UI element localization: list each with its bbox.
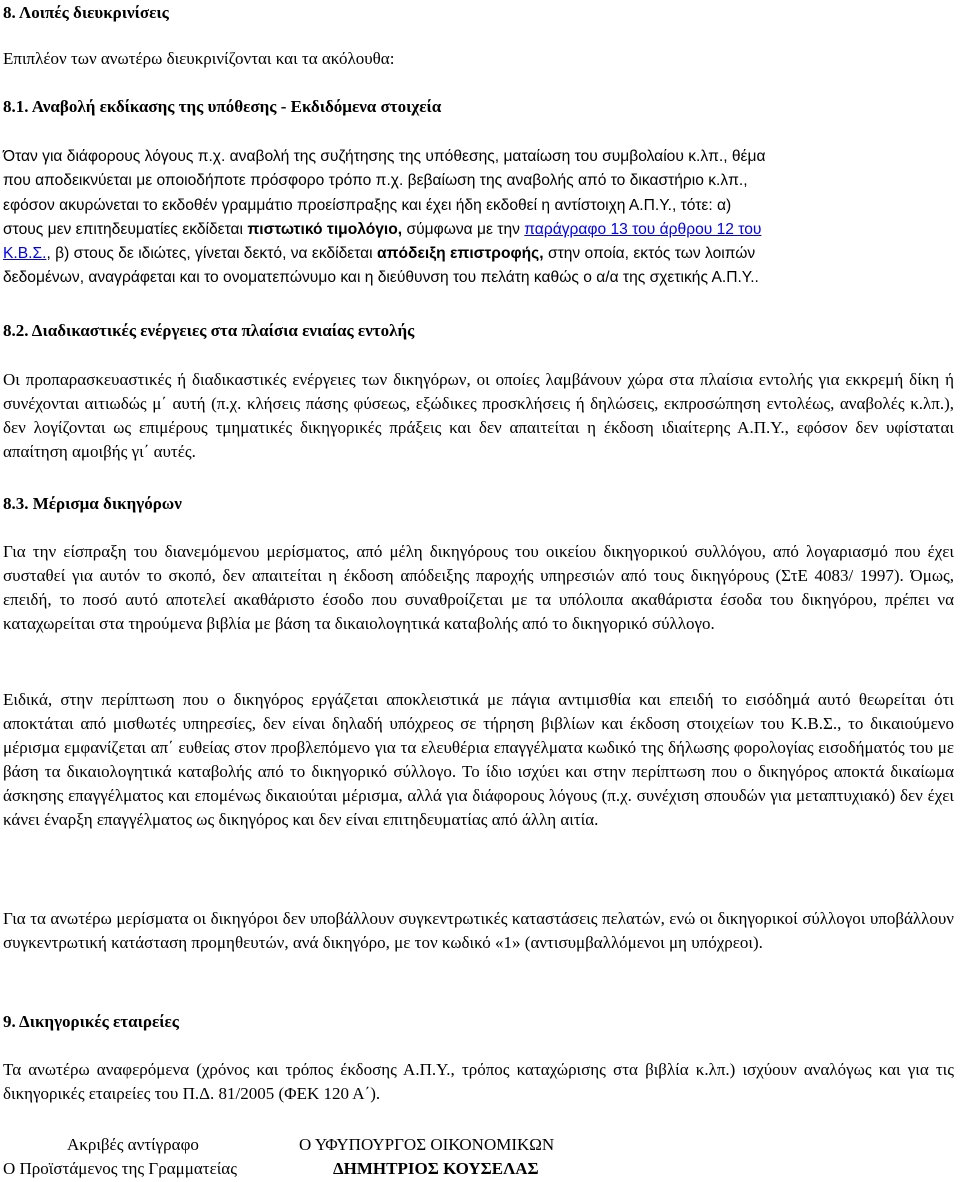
s81-line-4-pre: στους μεν επιτηδευματίες εκδίδεται (3, 220, 248, 238)
section-9-paragraph: Τα ανωτέρω αναφερόμενα (χρόνος και τρόπος έκδοσης Α.Π.Υ., τρόπος καταχώρισης στα βιβλία κ.λπ.) ισχύουν αναλόγως και για τις δικηγορικές εταιρείες του Π.Δ. 81/2005 (ΦΕΚ 120 Α΄). (3, 1060, 954, 1103)
section-8-heading: 8. Λοιπές διευκρινίσεις (3, 3, 169, 22)
signature-row-2 (3, 1157, 954, 1181)
signatory-name: ΔΗΜΗΤΡΙΟΣ ΚΟΥΣΕΛΑΣ (333, 1159, 539, 1178)
section-9-heading: 9. Δικηγορικές εταιρείες (3, 1012, 179, 1031)
s81-line-5-post: στην οποία, εκτός των λοιπών (543, 245, 756, 263)
section-8-3-heading: 8.3. Μέρισμα δικηγόρων (3, 494, 182, 513)
section-8-3-paragraph-3: Για τα ανωτέρω μερίσματα οι δικηγόροι δεν υποβάλλουν συγκεντρωτικές καταστάσεις πελατών, ενώ οι δικηγορικοί σύλλογοι υποβάλλουν συγκεντρωτική κατάσταση προμηθευτών, ανά δικηγόρο, με τον κωδικό «1» (αντισυμβαλλόμενοι μη υπόχρεοι). (3, 909, 954, 952)
s81-line-6: δεδομένων, αναγράφεται και το ονοματεπώνυμο και η διεύθυνση του πελάτη καθώς ο α/α της σχετικής Α.Π.Υ.. (3, 269, 759, 287)
section-8-3-paragraph-2: Ειδικά, στην περίπτωση που ο δικηγόρος εργάζεται αποκλειστικά με πάγια αντιμισθία και επειδή το εισόδημά αυτό θεωρείται ότι αποκτάται από μισθωτές υπηρεσίες, δεν είναι δηλαδή υπόχρεος σε τήρηση βιβλίων και έκδοση στοιχείων του Κ.Β.Σ., το δικαιούμενο μέρισμα εμφανίζεται απ΄ ευθείας στον προβλεπόμενο για τα ελευθέρια επαγγέλματα κωδικό της δήλωσης φορολογίας εισοδήματός του με βάση τα δικαιολογητικά καταβολής από το δικηγορικό σύλλογο. Το ίδιο ισχύει και στην περίπτωση που ο δικηγόρος αποκτά δικαίωμα άσκησης επαγγέλματος και επομένως δικαιούται μέρισμα, αλλά για διάφορους λόγους (π.χ. συνέχιση σπουδών για μεταπτυχιακό) δεν έχει κάνει έναρξη επαγγέλματος ως δικηγόρος και δεν είναι επιτηδευματίας από άλλη αιτία. (3, 690, 954, 829)
s81-line-2: που αποδεικνύεται με οποιοδήποτε πρόσφορο τρόπο π.χ. βεβαίωση της αναβολής από το δικαστήριο κ.λπ., (3, 172, 748, 190)
s81-line-4 (3, 218, 954, 242)
credit-invoice-term: πιστωτικό τιμολόγιο, (247, 220, 403, 238)
section-8-1-heading: 8.1. Αναβολή εκδίκασης της υπόθεσης - Εκδιδόμενα στοιχεία (3, 97, 442, 116)
article-12-link[interactable]: παράγραφο 13 του άρθρου 12 του (524, 220, 762, 238)
kbs-link[interactable]: Κ.Β.Σ. (3, 245, 47, 263)
section-8-1-body (3, 145, 954, 291)
s81-line-5 (3, 242, 954, 266)
s81-line-5-mid: , β) στους δε ιδιώτες, γίνεται δεκτό, να εκδίδεται (46, 245, 377, 263)
deputy-minister-title: Ο ΥΦΥΠΟΥΡΓΟΣ ΟΙΚΟΝΟΜΙΚΩΝ (299, 1135, 555, 1154)
s81-line-3: εφόσον ακυρώνεται το εκδοθέν γραμμάτιο προείσπραξης και έχει ήδη εκδοθεί η αντίστοιχη Α.Π.Υ., τότε: α) (3, 196, 732, 214)
section-8-intro: Επιπλέον των ανωτέρω διευκρινίζονται και τα ακόλουθα: (3, 49, 395, 68)
section-8-2-heading: 8.2. Διαδικαστικές ενέργειες στα πλαίσια ενιαίας εντολής (3, 321, 415, 340)
signature-row-1 (3, 1133, 954, 1157)
refund-receipt-term: απόδειξη επιστροφής, (376, 245, 544, 263)
s81-line-4-mid: σύμφωνα με την (402, 220, 525, 238)
certified-copy-label: Ακριβές αντίγραφο (67, 1135, 199, 1154)
section-8-3-paragraph-1: Για την είσπραξη του διανεμόμενου μερίσματος, από μέλη δικηγόρους του οικείου δικηγορικού συλλόγου, από λογαριασμό που έχει συσταθεί για αυτόν το σκοπό, δεν απαιτείται η έκδοση απόδειξης παροχής υπηρεσιών από τους δικηγόρους (ΣτΕ 4083/ 1997). Όμως, επειδή, το ποσό αυτό αποτελεί ακαθάριστο έσοδο που συναθροίζεται με τα υπόλοιπα ακαθάριστα έσοδα του δικηγόρου, πρέπει να καταχωρείται στα τηρούμενα βιβλία με βάση τα δικαιολογητικά καταβολής από το δικηγορικό σύλλογο. (3, 542, 954, 633)
section-8-2-paragraph: Οι προπαρασκευαστικές ή διαδικαστικές ενέργειες των δικηγόρων, οι οποίες λαμβάνουν χώρα στα πλαίσια εντολής για εκκρεμή δίκη ή συνέχονται αιτιωδώς μ΄ αυτή (π.χ. κλήσεις πάσης φύσεως, εξώδικες προσκλήσεις ή δηλώσεις, εκπροσώπηση εντολέως, αναβολές κ.λπ.), δεν λογίζονται ως επιμέρους τμηματικές δικηγορικές πράξεις και δεν απαιτείται η έκδοση ιδιαίτερης Α.Π.Υ., εφόσον δεν υφίσταται απαίτηση αμοιβής γι΄ αυτές. (3, 370, 954, 461)
signature-block (3, 1133, 954, 1181)
s81-line-1: Όταν για διάφορους λόγους π.χ. αναβολή της συζήτησης της υπόθεσης, ματαίωση του συμβολαίου κ.λπ., θέμα (3, 148, 766, 165)
secretariat-head-label: Ο Προϊστάμενος της Γραμματείας (3, 1159, 237, 1178)
